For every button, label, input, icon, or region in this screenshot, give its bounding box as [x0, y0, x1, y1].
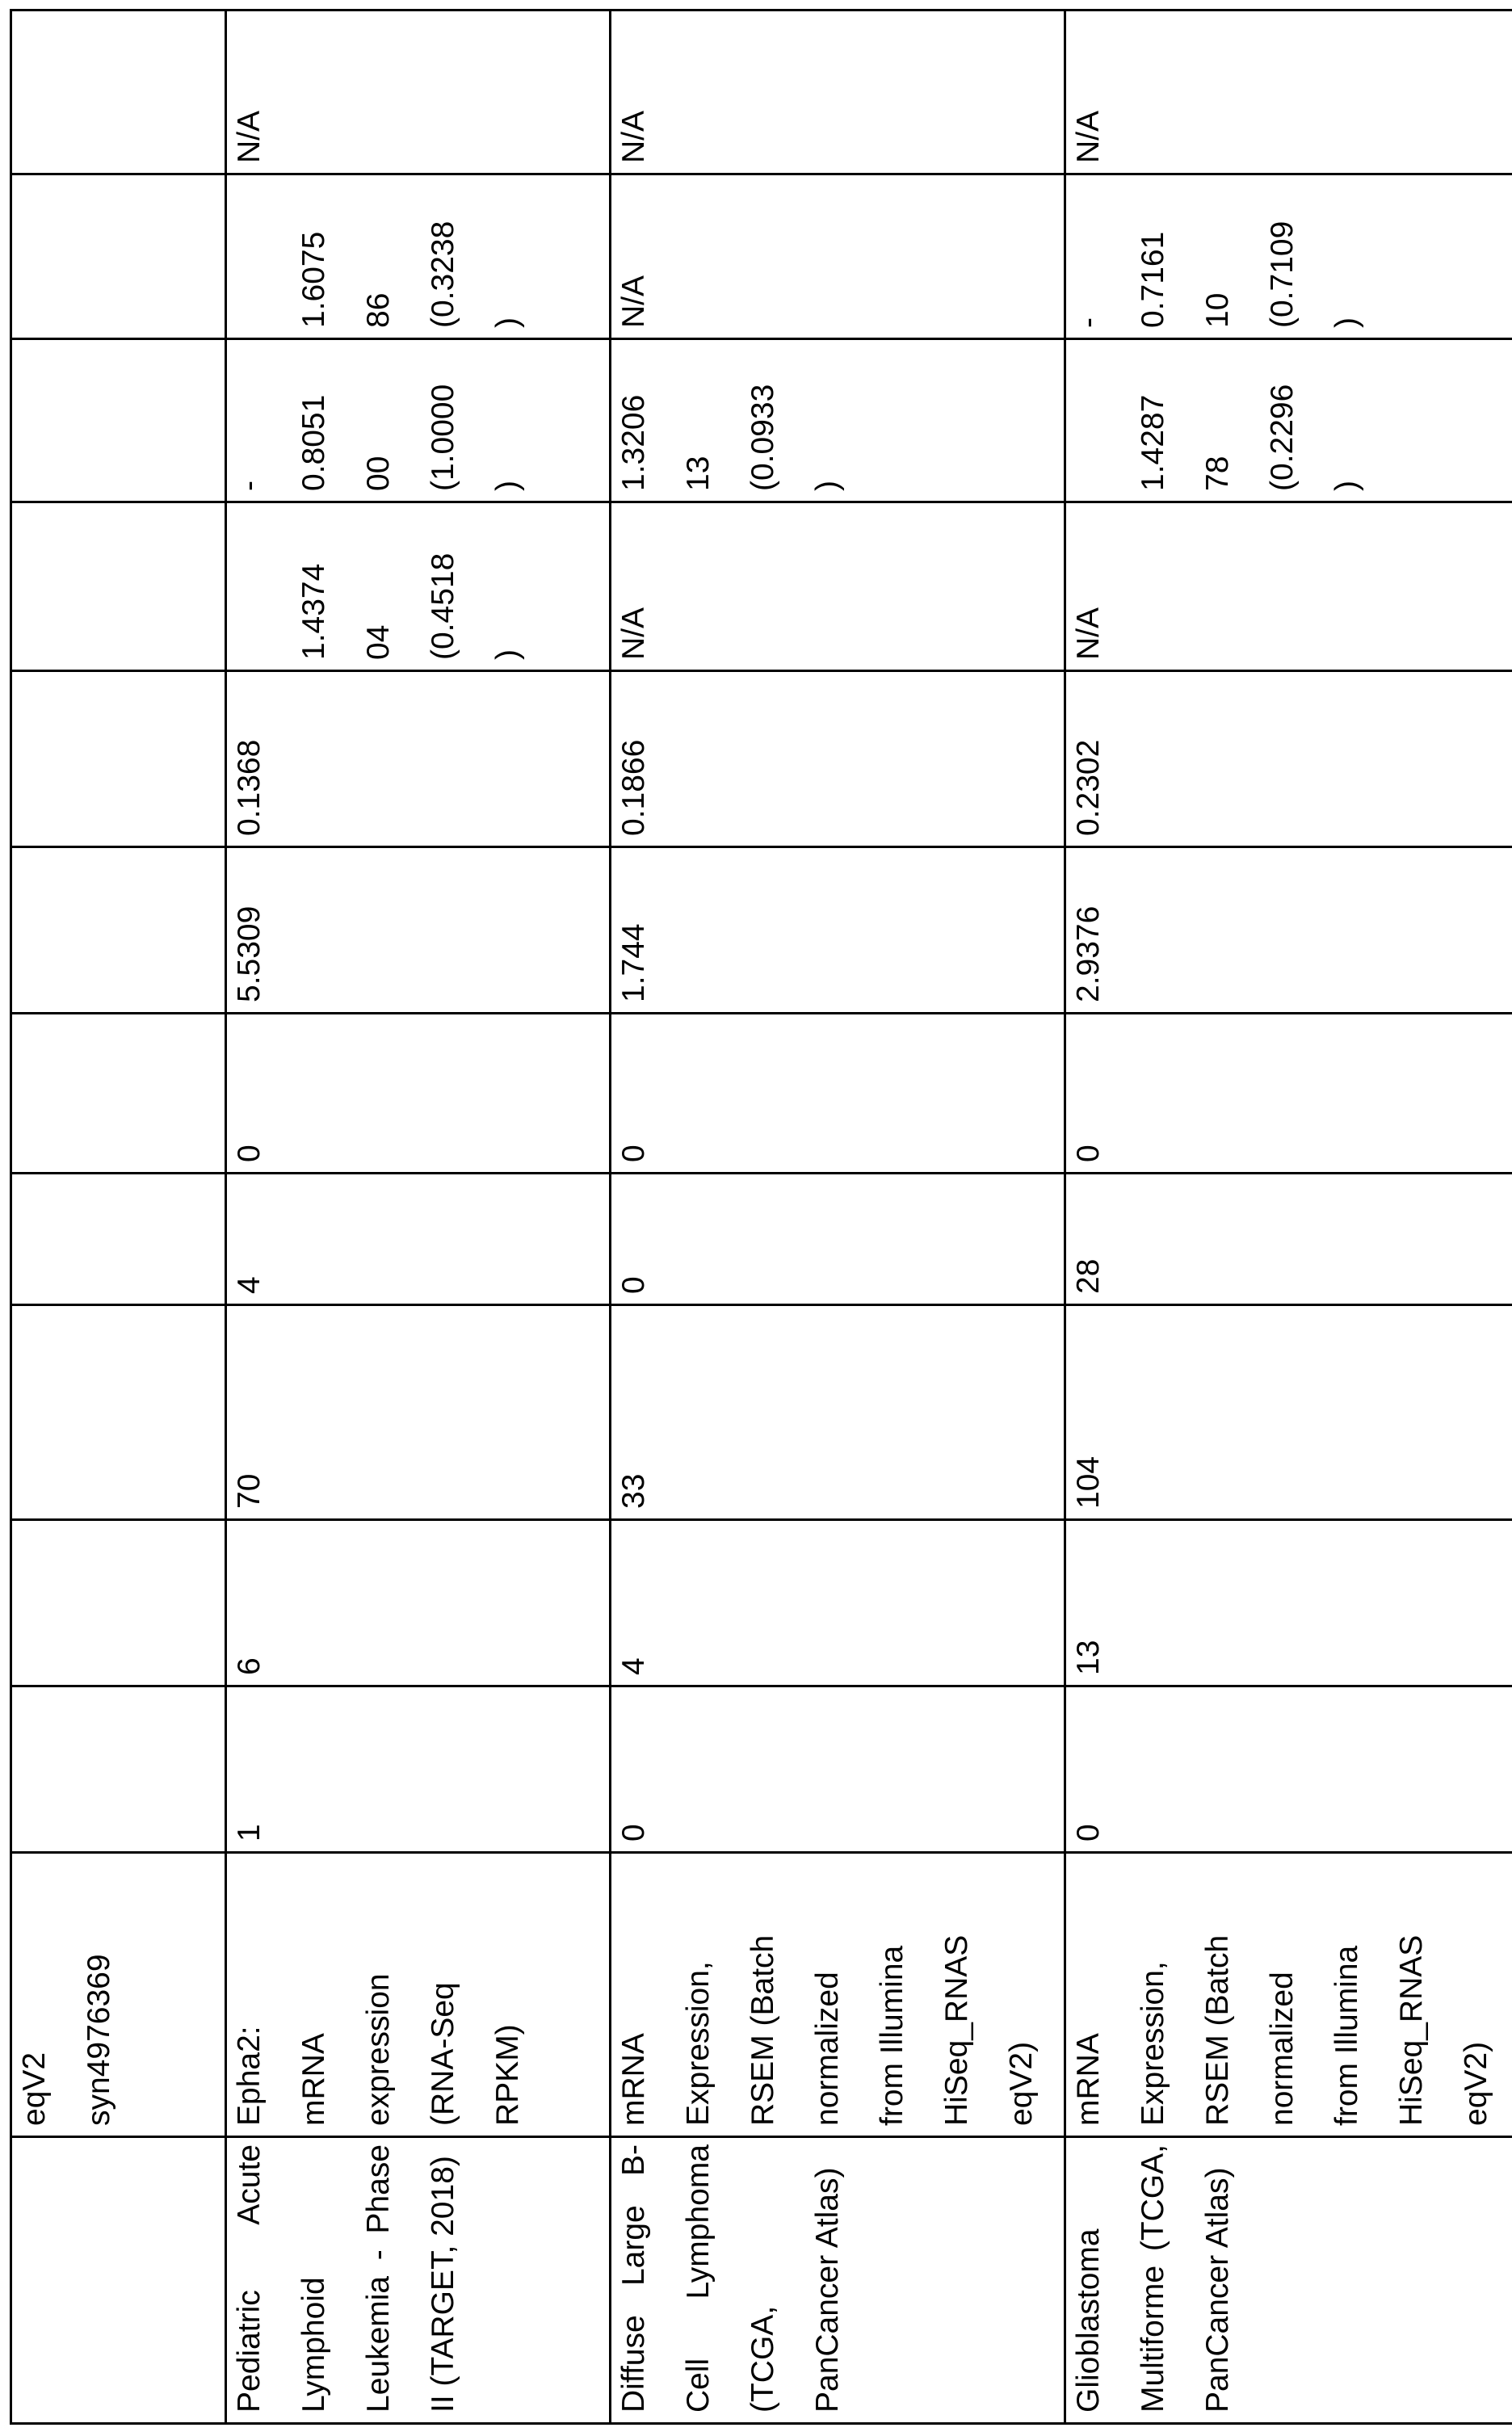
- value-col-7-cell: [1065, 1014, 1512, 1174]
- value-col-3-cell: [11, 1686, 226, 1853]
- value-col-7-cell: [611, 1014, 1065, 1174]
- value-col-8-text: 5.5309: [226, 855, 283, 1002]
- value-col-10-cell: [611, 502, 1065, 671]
- value-col-7-text: 0: [611, 1021, 667, 1162]
- dataset-text: Epha2: mRNA expression (RNA-Seq RPKM): [226, 1860, 541, 2126]
- value-col-12-text: N/A: [611, 182, 667, 328]
- value-col-4-cell: [611, 1520, 1065, 1686]
- cancer-study-text: Diffuse Large B-Cell Lymphoma (TCGA, PanCancer Atlas): [611, 2144, 861, 2413]
- value-col-7-text: 0: [226, 1021, 283, 1162]
- cancer-study-cell: [11, 2137, 226, 2424]
- value-col-10-text: N/A: [611, 510, 667, 660]
- value-col-10-cell: [11, 502, 226, 671]
- cancer-study-cell: [611, 2137, 1065, 2424]
- value-col-3-cell: [226, 1686, 611, 1853]
- value-col-4-text: 6: [226, 1527, 283, 1675]
- value-col-10-text: N/A: [1065, 510, 1122, 660]
- value-col-6-cell: [611, 1174, 1065, 1305]
- value-col-4-cell: [226, 1520, 611, 1686]
- value-col-6-text: 4: [226, 1181, 283, 1294]
- value-col-13-cell: [11, 10, 226, 174]
- value-col-12-text: 1.6075 86 (0.3238 ): [226, 182, 541, 328]
- value-col-11-cell: [1065, 339, 1512, 502]
- value-col-7-cell: [226, 1014, 611, 1174]
- value-col-13-text: N/A: [1065, 18, 1122, 163]
- value-col-7-cell: [11, 1014, 226, 1174]
- dataset-text: eqV2 syn4976369: [11, 1860, 132, 2126]
- value-col-4-text: 4: [611, 1527, 667, 1675]
- value-col-11-cell: [226, 339, 611, 502]
- value-col-5-text: 70: [226, 1312, 283, 1509]
- table-row: [226, 10, 611, 2424]
- value-col-8-cell: [226, 847, 611, 1014]
- value-col-5-cell: [11, 1305, 226, 1520]
- value-col-11-text: 1.3206 13 (0.0933 ): [611, 346, 861, 491]
- value-col-8-text: 2.9376: [1065, 855, 1122, 1002]
- value-col-13-text: N/A: [611, 18, 667, 163]
- value-col-4-text: 13: [1065, 1527, 1122, 1675]
- value-col-3-text: 0: [611, 1694, 667, 1842]
- data-table: [10, 9, 1512, 2425]
- value-col-5-cell: [1065, 1305, 1512, 1520]
- value-col-3-text: 0: [1065, 1694, 1122, 1842]
- value-col-6-cell: [1065, 1174, 1512, 1305]
- dataset-text: mRNA Expression, RSEM (Batch normalized from Illumina HiSeq_RNAS eqV2): [1065, 1860, 1510, 2126]
- dataset-cell: [226, 1853, 611, 2137]
- value-col-3-text: 1: [226, 1694, 283, 1842]
- value-col-13-cell: [1065, 10, 1512, 174]
- value-col-10-cell: [1065, 502, 1512, 671]
- cancer-study-cell: [1065, 2137, 1512, 2424]
- value-col-9-cell: [1065, 671, 1512, 847]
- value-col-11-text: - 0.8051 00 (1.0000 ): [226, 346, 541, 491]
- value-col-4-cell: [1065, 1520, 1512, 1686]
- value-col-9-cell: [226, 671, 611, 847]
- value-col-9-text: 0.2302: [1065, 678, 1122, 836]
- value-col-9-cell: [11, 671, 226, 847]
- value-col-11-cell: [11, 339, 226, 502]
- value-col-8-text: 1.744: [611, 855, 667, 1002]
- cancer-study-text: Glioblastoma Multiforme (TCGA, PanCancer Atlas): [1065, 2144, 1251, 2413]
- value-col-3-cell: [1065, 1686, 1512, 1853]
- value-col-12-cell: [1065, 174, 1512, 339]
- value-col-7-text: 0: [1065, 1021, 1122, 1162]
- value-col-11-text: 1.4287 78 (0.2296 ): [1065, 346, 1380, 491]
- value-col-5-text: 33: [611, 1312, 667, 1509]
- value-col-6-cell: [226, 1174, 611, 1305]
- value-col-3-cell: [611, 1686, 1065, 1853]
- value-col-9-text: 0.1866: [611, 678, 667, 836]
- value-col-8-cell: [1065, 847, 1512, 1014]
- value-col-9-cell: [611, 671, 1065, 847]
- cancer-study-cell: [226, 2137, 611, 2424]
- value-col-8-cell: [11, 847, 226, 1014]
- value-col-9-text: 0.1368: [226, 678, 283, 836]
- dataset-cell: [11, 1853, 226, 2137]
- table-row: [611, 10, 1065, 2424]
- value-col-12-cell: [11, 174, 226, 339]
- value-col-13-cell: [226, 10, 611, 174]
- value-col-4-cell: [11, 1520, 226, 1686]
- dataset-text: mRNA Expression, RSEM (Batch normalized from Illumina HiSeq_RNAS eqV2): [611, 1860, 1055, 2126]
- value-col-6-cell: [11, 1174, 226, 1305]
- dataset-cell: [1065, 1853, 1512, 2137]
- value-col-6-text: 28: [1065, 1181, 1122, 1294]
- value-col-5-cell: [611, 1305, 1065, 1520]
- value-col-5-text: 104: [1065, 1312, 1122, 1509]
- value-col-5-cell: [226, 1305, 611, 1520]
- table-row: [1065, 10, 1512, 2424]
- value-col-8-cell: [611, 847, 1065, 1014]
- value-col-11-cell: [611, 339, 1065, 502]
- table-row: [11, 10, 226, 2424]
- value-col-12-cell: [226, 174, 611, 339]
- value-col-13-cell: [611, 10, 1065, 174]
- value-col-12-text: - 0.7161 10 (0.7109 ): [1065, 182, 1380, 328]
- cancer-study-text: Pediatric Acute Lymphoid Leukemia - Phase II (TARGET, 2018): [226, 2144, 477, 2413]
- dataset-cell: [611, 1853, 1065, 2137]
- value-col-10-text: 1.4374 04 (0.4518 ): [226, 510, 541, 660]
- value-col-12-cell: [611, 174, 1065, 339]
- value-col-10-cell: [226, 502, 611, 671]
- value-col-6-text: 0: [611, 1181, 667, 1294]
- rotated-page: [0, 0, 1512, 2436]
- value-col-13-text: N/A: [226, 18, 283, 163]
